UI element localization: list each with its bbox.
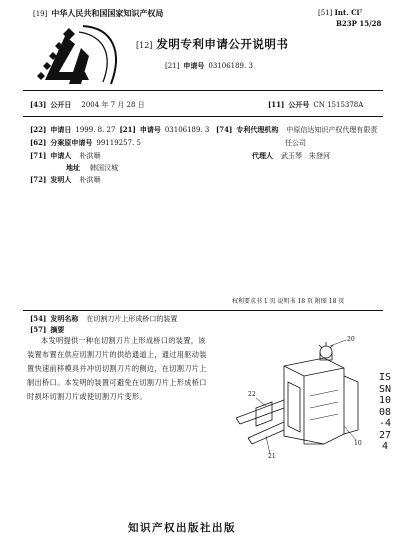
- intcl-block: [318, 8, 362, 17]
- agency-value-line2: 任公司: [285, 139, 306, 147]
- title-row: [30, 314, 177, 324]
- issn-vertical: ISSN1008-4274: [378, 372, 392, 452]
- patent-figure: [226, 336, 376, 466]
- sipo-logo: [23, 22, 128, 88]
- pubdate-code: [43]: [30, 100, 47, 109]
- pubno-value: CN 1515378A: [313, 101, 364, 109]
- biblio-rule-bottom: [23, 310, 383, 311]
- agent-value: 武玉琴 朱登河: [281, 152, 330, 160]
- claims-summary: 权利要求书 1 页 说明书 18 页 附图 18 页: [232, 298, 345, 305]
- title-value: 在切割刀片上形成桥口的装置: [86, 315, 178, 323]
- inventor-value: 朴洪顺: [79, 176, 101, 184]
- pubno-row: [268, 100, 363, 110]
- applicant-row: [30, 151, 100, 161]
- office-name: 中华人民共和国国家知识产权局: [51, 8, 164, 18]
- appno2-code: [21]: [119, 125, 136, 134]
- figure-label-10: 10: [354, 440, 362, 447]
- address-row: [66, 163, 118, 173]
- applicant-value: 朴洪顺: [79, 152, 101, 160]
- appno-code: [21]: [165, 62, 180, 70]
- doctype-header: [136, 36, 288, 52]
- pubdate-value: 2004 年 7 月 28 日: [81, 101, 145, 109]
- pubno-label: 公开号: [288, 100, 310, 109]
- divisional-label: 分案原申请号: [50, 138, 93, 147]
- pubdate-row: [30, 100, 145, 110]
- figure-label-20: 20: [347, 336, 355, 343]
- address-label: 地址: [66, 163, 80, 172]
- appno2-label: 申请号: [139, 125, 161, 134]
- doctype-title: 发明专利申请公开说明书: [156, 37, 289, 51]
- divisional-row: [30, 138, 141, 148]
- title-label: 发明名称: [50, 314, 79, 323]
- title-code: [54]: [30, 314, 47, 323]
- publisher-footer: 知识产权出版社出版: [128, 522, 236, 534]
- applicant-code: [71]: [30, 151, 47, 160]
- inventor-code: [72]: [30, 175, 47, 184]
- agency-value-line1: 中原信达知识产权代理有限责: [286, 126, 378, 134]
- header-rule: [23, 90, 383, 91]
- doctype-code: [12]: [136, 41, 153, 50]
- inventor-label: 发明人: [50, 175, 72, 184]
- divisional-value: 99119257. 5: [96, 139, 141, 147]
- intcl-value: B23P 15/28: [336, 19, 382, 28]
- pubno-code: [11]: [268, 100, 285, 109]
- divisional-code: [62]: [30, 138, 47, 147]
- pubdate-label: 公开日: [50, 100, 72, 109]
- abstract-text: 本发明提供一种在切割刀片上形成桥口的装置，该装置布置在供应切割刀片的供给通道上，通过用驱动装置快速前移模具并冲切切割刀片的侧边，在切割刀片上制出桥口。本发明的装置可避免在切割刀片上形成桥口时损坏切割刀片或使切割刀片变形。: [27, 336, 207, 401]
- biblio-rule-top: [23, 116, 383, 117]
- office-header: [33, 8, 163, 19]
- filing-value: 1999. 8. 27: [75, 126, 116, 134]
- appno-value: 03106189. 3: [208, 62, 253, 70]
- agent-label: 代理人: [252, 151, 273, 160]
- appno-header: [165, 61, 253, 71]
- agency-row: [216, 125, 377, 135]
- sipo-emblem-icon: [23, 22, 128, 88]
- appno2-value: 03106189. 3: [164, 126, 210, 134]
- office-code: [19]: [33, 10, 48, 18]
- address-value: 韩国汉城: [90, 164, 118, 172]
- agent-row: [252, 151, 330, 161]
- figure-label-21: 21: [268, 453, 276, 460]
- filing-code: [22]: [30, 125, 47, 134]
- appno-label: 申请号: [183, 61, 205, 70]
- figure-label-22: 22: [248, 391, 256, 398]
- filing-label: 申请日: [50, 125, 72, 134]
- intcl-label: Int. Cl⁷: [334, 8, 363, 17]
- abstract-code: [57]: [30, 325, 47, 334]
- agency-code: [74]: [216, 125, 233, 134]
- agency-label: 专利代理机构: [236, 125, 279, 134]
- filing-row: [30, 125, 209, 135]
- intcl-code: [51]: [318, 9, 333, 17]
- applicant-label: 申请人: [50, 151, 72, 160]
- abstract-label: 摘要: [50, 325, 65, 334]
- inventor-row: [30, 175, 100, 185]
